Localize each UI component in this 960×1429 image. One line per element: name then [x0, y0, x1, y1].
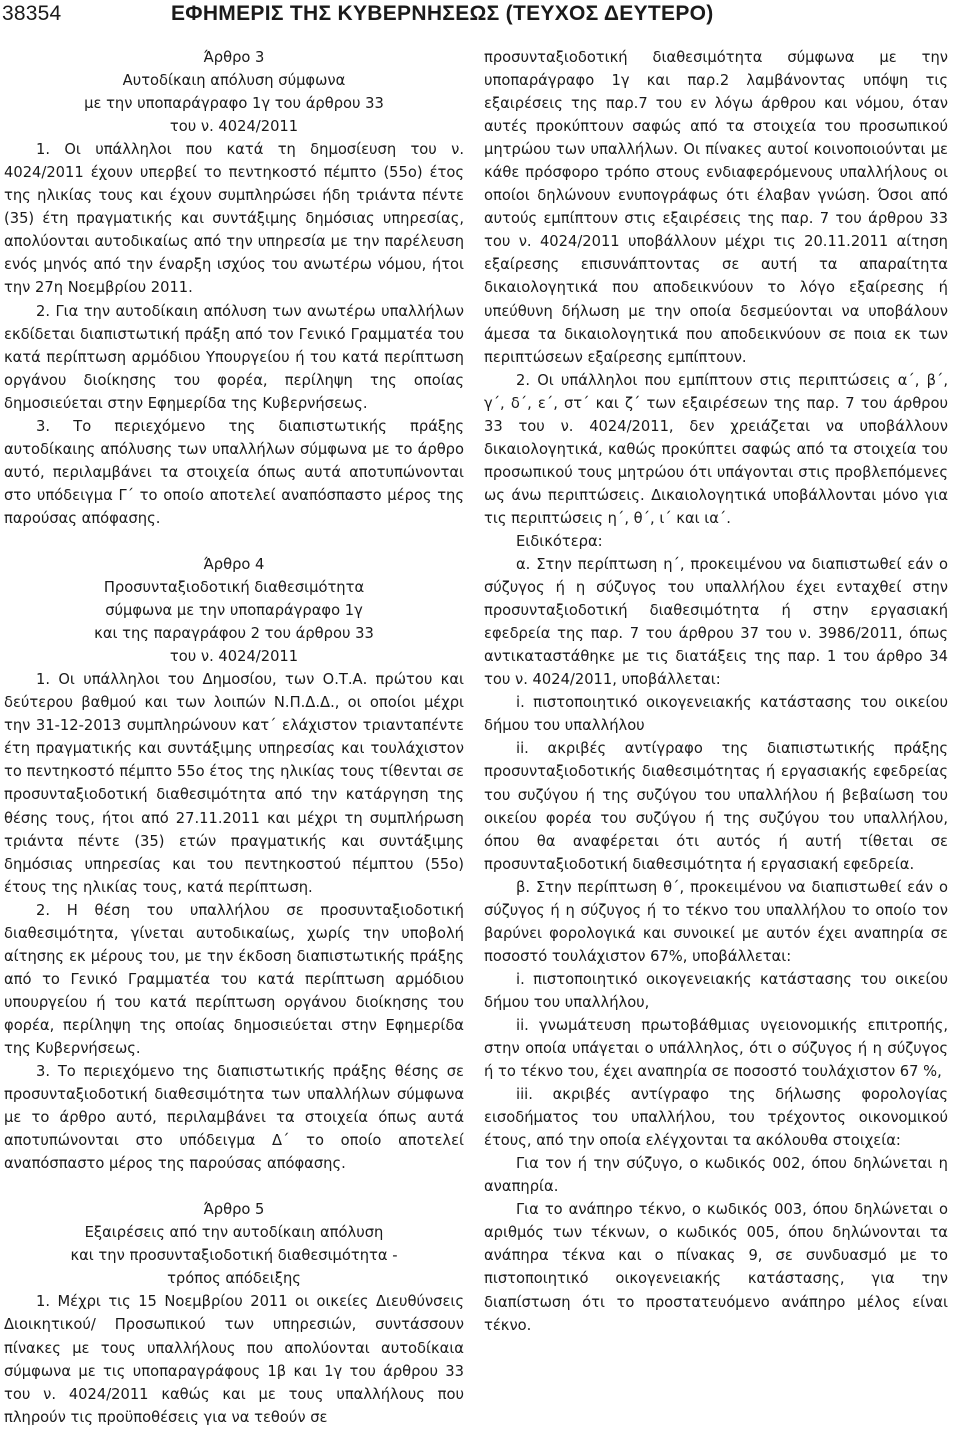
- page-number: 38354: [2, 2, 62, 25]
- case-b-item-ii: ii. γνωμάτευση πρωτοβάθμιας υγειονομικής επιτροπής, στην οποία υπάγεται ο υπάλληλος, ότι ο σύζυγος ή η σύζυγος ή το τέκνο του, έχει αναπηρία σε ποσοστό τουλάχιστον 67 %,: [484, 1016, 948, 1081]
- article-3-number: Άρθρο 3: [203, 49, 265, 66]
- article-4-paragraph-1: 1. Οι υπάλληλοι του Δημοσίου, των Ο.Τ.Α. πρώτου και δεύτερου βαθμού και των λοιπών Ν.Π.Δ.Δ., οι οποίοι μέχρι την 31-12-2013 συμπληρώνουν κατ΄ ελάχιστον τριανταπέντε έτη πραγματικής και συντάξιμης υπηρεσίας και τουλάχιστον το πεντηκοστό πέμπτο 55ο έτος της ηλικίας τους τίθενται σε προσυνταξιοδοτική διαθεσιμότητα από την κατάργηση της θέσης τους, ήτοι από 27.11.2011 και μέχρι τη συμπλήρωση τριάντα πέντε (35) ετών πραγματικής και συντάξιμης δημόσιας υπηρεσίας και του πεντηκοστού πέμπτου (55ο) έτους της ηλικίας τους, κατά περίπτωση.: [4, 671, 464, 896]
- article-5-paragraph-1-continued: προσυνταξιοδοτική διαθεσιμότητα σύμφωνα με την υποπαράγραφο 1γ και παρ.2 λαμβάνοντας υπόψη τις εξαιρέσεις της παρ.7 του εν λόγω άρθρου και νόμου, όταν αυτές προκύπτουν σαφώς από τα στοιχεία του προσωπικού μητρώου των υπαλλήλων. Οι πίνακες αυτοί κοινοποιούνται με κάθε πρόσφορο τρόπο στους ενδιαφερόμενους υπαλλήλους οι οποίοι δηλώνουν ενυπογράφως ότι έλαβαν γνώση. Όσοι από αυτούς εμπίπτουν στις εξαιρέσεις της παρ. 7 του άρθρου 33 του ν. 4024/2011 υποβάλλουν μέχρι τις 20.11.2011 αίτηση εξαίρεσης επισυνάπτοντας σε αυτή τα απαραίτητα δικαιολογητικά που αποδεικνύουν το λόγο εξαίρεσης ή υπεύθυνη δήλωση με την οποία δεσμεύονται να υποβάλουν άμεσα τα δικαιολογητικά που αποδεικνύουν σε ποια εκ των περιπτώσεων εξαίρεσης εμπίπτουν.: [484, 49, 948, 366]
- article-5-title-line-2: και την προσυνταξιοδοτική διαθεσιμότητα -: [70, 1247, 398, 1265]
- page-header: [0, 0, 960, 30]
- article-3-paragraph-3: 3. Το περιεχόμενο της διαπιστωτικής πράξης αυτοδίκαιης απόλυσης των υπαλλήλων σύμφωνα με το άρθρο αυτό, περιλαμβάνει τα στοιχεία όπως αυτά αποτυπώνονται στο υπόδειγμα Γ΄ το οποίο αποτελεί αναπόσπαστο μέρος της παρούσας απόφασης.: [4, 417, 464, 527]
- article-4-paragraph-2: 2. Η θέση του υπαλλήλου σε προσυνταξιοδοτική διαθεσιμότητα, γίνεται αυτοδικαίως, χωρίς την υποβολή αίτησης εκ μέρους του, με την έκδοση διαπιστωτικής πράξης από το Γενικό Γραμματέα του κατά περίπτωση αρμόδιου υπουργείου ή του κατά περίπτωση οργάνου διοίκησης του φορέα, περίληψη της οποίας δημοσιεύεται στην Εφημερίδα της Κυβερνήσεως.: [4, 901, 464, 1057]
- article-3-title-line-2: με την υποπαράγραφο 1γ του άρθρου 33: [84, 95, 384, 113]
- article-5-paragraph-1: 1. Μέχρι τις 15 Νοεμβρίου 2011 οι οικείες Διευθύνσεις Διοικητικού/ Προσωπικού των υπηρεσιών, συντάσσουν πίνακες με τους υπαλλήλους που απολύονται αυτοδίκαια σύμφωνα με τις υποπαραγράφους 1β και 1γ του άρθρου 33 του ν. 4024/2011 καθώς και με τους υπαλλήλους που πληρούν τις προϋποθέσεις για να τεθούν σε: [4, 1293, 464, 1426]
- article-3-title-line-3: του ν. 4024/2011: [169, 118, 299, 136]
- case-a-item-i: i. πιστοποιητικό οικογενειακής κατάστασης του οικείου δήμου του υπαλλήλου: [484, 694, 948, 735]
- article-4-title-line-4: του ν. 4024/2011: [169, 648, 299, 666]
- case-a: α. Στην περίπτωση η΄, προκειμένου να διαπιστωθεί εάν ο σύζυγος ή η σύζυγος του υπαλλήλου έχει ενταχθεί στην προσυνταξιοδοτική διαθεσιμότητα ή στην εργασιακή εφεδρεία της παρ. 7 του άρθρου 37 του ν. 3986/2011, όπως αντικαταστάθηκε με τις διατάξεις της παρ. 1 του άρθρο 34 του ν. 4024/2011, υποβάλλεται:: [484, 556, 948, 689]
- article-5-title-line-1: Εξαιρέσεις από την αυτοδίκαιη απόλυση: [84, 1224, 384, 1242]
- article-4-title-line-2: σύμφωνα με την υποπαράγραφο 1γ: [105, 602, 363, 620]
- article-5-title-line-3: τρόπος απόδειξης: [167, 1270, 301, 1288]
- left-column: [4, 46, 464, 1429]
- specifically-label: Ειδικότερα:: [516, 532, 603, 550]
- case-b: β. Στην περίπτωση θ΄, προκειμένου να διαπιστωθεί εάν ο σύζυγος ή η σύζυγος ή το τέκνο του υπαλλήλου το οποίο τον βαρύνει φορολογικά και συνοικεί με αυτόν έχει αναπηρία σε ποσοστό τουλάχιστον 67%, υποβάλλεται:: [484, 878, 948, 965]
- article-4-title-line-1: Προσυνταξιοδοτική διαθεσιμότητα: [103, 579, 365, 597]
- article-3-paragraph-1: 1. Οι υπάλληλοι που κατά τη δημοσίευση του ν. 4024/2011 έχουν υπερβεί το πεντηκοστό πέμπτο (55ο) έτος της ηλικίας τους και έχουν συμπληρώσει ήδη τριάντα πέντε (35) έτη πραγματικής και συντάξιμης δημόσιας υπηρεσίας, απολύονται αυτοδικαίως από την υπηρεσία με την παρέλευση ενός μηνός από την έναρξη ισχύος του ανωτέρω νόμου, ήτοι την 27η Νοεμβρίου 2011.: [4, 141, 464, 297]
- child-code-note: Για το ανάπηρο τέκνο, ο κωδικός 003, όπου δηλώνεται ο αριθμός των τέκνων, ο κωδικός 005, όπου δηλώνονται τα ανάπηρα τέκνα και ο πίνακας 9, σε συνδυασμό με το πιστοποιητικό οικογενειακής κατάστασης, για την διαπίστωση ότι το προστατευόμενο ανάπηρο μέλος είναι τέκνο.: [484, 1201, 948, 1334]
- article-4-title-line-3: και της παραγράφου 2 του άρθρου 33: [94, 625, 374, 643]
- right-column: [484, 46, 948, 1337]
- case-b-item-i: i. πιστοποιητικό οικογενειακής κατάστασης του οικείου δήμου του υπαλλήλου,: [484, 970, 948, 1011]
- article-4-paragraph-3: 3. Το περιεχόμενο της διαπιστωτικής πράξης θέσης σε προσυνταξιοδοτική διαθεσιμότητα των υπαλλήλων σύμφωνα με το άρθρο αυτό, περιλαμβάνει τα στοιχεία όπως αυτά αποτυπώνονται στο υπόδειγμα Δ΄ το οποίο αποτελεί αναπόσπαστο μέρος της παρούσας απόφασης.: [4, 1063, 464, 1173]
- case-b-item-iii: iii. ακριβές αντίγραφο της δήλωσης φορολογίας εισοδήματος του υπαλλήλου, του τρέχοντος οικονομικού έτους, από την οποία ελέγχονται τα ακόλουθα στοιχεία:: [484, 1086, 948, 1150]
- gazette-title: ΕΦΗΜΕΡΙΣ ΤΗΣ ΚΥΒΕΡΝΗΣΕΩΣ (ΤΕΥΧΟΣ ΔΕΥΤΕΡΟ): [171, 2, 714, 25]
- article-5-paragraph-2: 2. Οι υπάλληλοι που εμπίπτουν στις περιπτώσεις α΄, β΄, γ΄, δ΄, ε΄, στ΄ και ζ΄ των εξαιρέσεων της παρ. 7 του άρθρου 33 του ν. 4024/2011, δεν χρειάζεται να υποβάλλουν δικαιολογητικά, καθώς προκύπτει σαφώς από τα στοιχεία του προσωπικού τους μητρώου ότι υπάγονται στις προβλεπόμενες ως άνω περιπτώσεις. Δικαιολογητικά υποβάλλονται μόνο για τις περιπτώσεις η΄, θ΄, ι΄ και ια΄.: [484, 371, 948, 527]
- article-3-paragraph-2: 2. Για την αυτοδίκαιη απόλυση των ανωτέρω υπαλλήλων εκδίδεται διαπιστωτική πράξη από τον Γενικό Γραμματέα του κατά περίπτωση αρμόδιου Υπουργείου ή του κατά περίπτωση οργάνου διοίκησης του φορέα, περίληψη της οποίας δημοσιεύεται στην Εφημερίδα της Κυβερνήσεως.: [4, 302, 464, 412]
- spouse-code-note: Για τον ή την σύζυγο, ο κωδικός 002, όπου δηλώνεται η αναπηρία.: [484, 1155, 948, 1196]
- article-4-number: Άρθρο 4: [203, 555, 265, 573]
- article-3-title-line-1: Αυτοδίκαιη απόλυση σύμφωνα: [122, 72, 346, 90]
- case-a-item-ii: ii. ακριβές αντίγραφο της διαπιστωτικής πράξης προσυνταξιοδοτικής διαθεσιμότητας ή εργασιακής εφεδρείας του συζύγου ή της συζύγου του υπαλλήλου ή βεβαίωση του οικείου φορέα του συζύγου ή της συζύγου του υπαλλήλου, όπου θα αναφέρεται ότι αυτός ή αυτή τίθεται σε προσυνταξιοδοτική διαθεσιμότητα ή εργασιακή εφεδρεία.: [484, 740, 948, 873]
- article-5-number: Άρθρο 5: [203, 1201, 265, 1219]
